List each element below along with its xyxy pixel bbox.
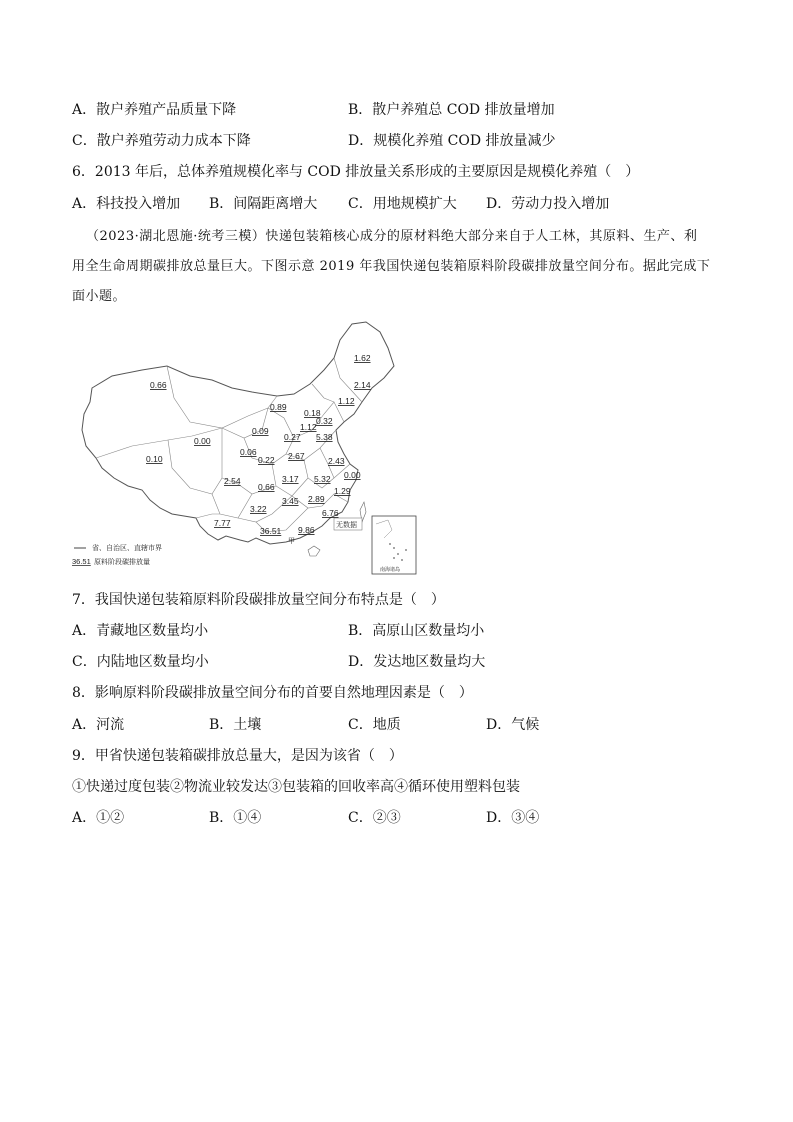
- map-value: 0.89: [270, 402, 287, 412]
- map-value: 1.12: [338, 396, 355, 406]
- no-data-label: 无数据: [336, 521, 357, 529]
- china-carbon-map: [72, 318, 418, 576]
- map-value: 0.66: [258, 482, 275, 492]
- q8-stem: 8．影响原料阶段碳排放量空间分布的首要自然地理因素是（ ）: [72, 685, 473, 701]
- q9-stem: 9．甲省快递包装箱碳排放总量大，是因为该省（ ）: [72, 748, 403, 764]
- q9-items: ①快递过度包装②物流业较发达③包装箱的回收率高④循环使用塑料包装: [72, 779, 520, 795]
- map-value: 0.09: [252, 426, 269, 436]
- map-value: 0.32: [316, 416, 333, 426]
- q9-option-c: C．②③: [348, 810, 401, 826]
- q5-option-a: A．散户养殖产品质量下降: [72, 102, 237, 118]
- map-value: 2.67: [288, 451, 305, 461]
- q9-option-a: A．①②: [72, 810, 125, 826]
- china-outline: [82, 322, 394, 544]
- intro-line-1: （2023·湖北恩施·统考三模）快递包装箱核心成分的原材料绝大部分来自于人工林，其原料、生产、利: [86, 229, 698, 244]
- map-value: 0.66: [150, 380, 167, 390]
- map-value: 0.00: [194, 436, 211, 446]
- map-svg: [72, 318, 418, 576]
- map-value: 0.10: [146, 454, 163, 464]
- map-value: 3.45: [282, 496, 299, 506]
- map-value: 0.22: [258, 455, 275, 465]
- q7-option-b: B．高原山区数量均小: [348, 623, 485, 639]
- map-value: 7.77: [214, 518, 231, 528]
- q6-option-a: A．科技投入增加: [72, 196, 181, 212]
- legend-boundary: 省、自治区、直辖市界: [92, 544, 162, 552]
- q8-option-c: C．地质: [348, 717, 401, 733]
- map-value: 2.14: [354, 380, 371, 390]
- jia-label: 甲: [288, 537, 295, 545]
- map-value: 0.27: [284, 432, 301, 442]
- q7-option-d: D．发达地区数量均大: [348, 654, 486, 670]
- map-values: [146, 353, 371, 536]
- q9-option-b: B．①④: [209, 810, 262, 826]
- q7-option-c: C．内陆地区数量均小: [72, 654, 209, 670]
- q6-option-d: D．劳动力投入增加: [486, 196, 610, 212]
- intro-line-3: 面小题。: [72, 289, 127, 304]
- map-value: 5.38: [316, 432, 333, 442]
- legend-value-desc: 原料阶段碳排放量: [94, 558, 150, 566]
- map-value: 5.32: [314, 474, 331, 484]
- map-value: 36.51: [260, 526, 282, 536]
- q6-option-c: C．用地规模扩大: [348, 196, 457, 212]
- map-value: 2.43: [328, 456, 345, 466]
- map-value: 9.86: [298, 525, 315, 535]
- map-value: 2.89: [308, 494, 325, 504]
- map-value: 0.00: [344, 470, 361, 480]
- q6-stem: 6．2013 年后，总体养殖规模化率与 COD 排放量关系形成的主要原因是规模化养殖（ ）: [72, 164, 640, 180]
- map-value: 1.12: [300, 422, 317, 432]
- map-value: 6.76: [322, 508, 339, 518]
- q8-option-a: A．河流: [72, 717, 125, 733]
- q7-stem: 7．我国快递包装箱原料阶段碳排放量空间分布特点是（ ）: [72, 592, 445, 608]
- q7-option-a: A．青藏地区数量均小: [72, 623, 209, 639]
- q5-option-c: C．散户养殖劳动力成本下降: [72, 133, 251, 149]
- inset-label: 南海诸岛: [380, 567, 401, 573]
- hainan-outline: [308, 546, 320, 556]
- map-value: 3.22: [250, 504, 267, 514]
- q9-option-d: D．③④: [486, 810, 540, 826]
- q6-option-b: B．间隔距离增大: [209, 196, 318, 212]
- q5-option-b: B．散户养殖总 COD 排放量增加: [348, 102, 555, 118]
- map-value: 0.18: [304, 408, 321, 418]
- map-value: 1.62: [354, 353, 371, 363]
- q8-option-b: B．土壤: [209, 717, 262, 733]
- inset-frame: [372, 516, 416, 574]
- q5-option-d: D．规模化养殖 COD 排放量减少: [348, 133, 556, 149]
- intro-line-2: 用全生命周期碳排放总量巨大。下图示意 2019 年我国快递包装箱原料阶段碳排放量空间分布。据此完成下: [72, 259, 711, 274]
- map-value: 0.06: [240, 447, 257, 457]
- legend-value: 36.51: [72, 557, 91, 566]
- map-value: 1.29: [334, 486, 351, 496]
- map-value: 2.54: [224, 476, 241, 486]
- map-value: 3.17: [282, 474, 299, 484]
- province-boundaries: [96, 358, 362, 532]
- q8-option-d: D．气候: [486, 717, 540, 733]
